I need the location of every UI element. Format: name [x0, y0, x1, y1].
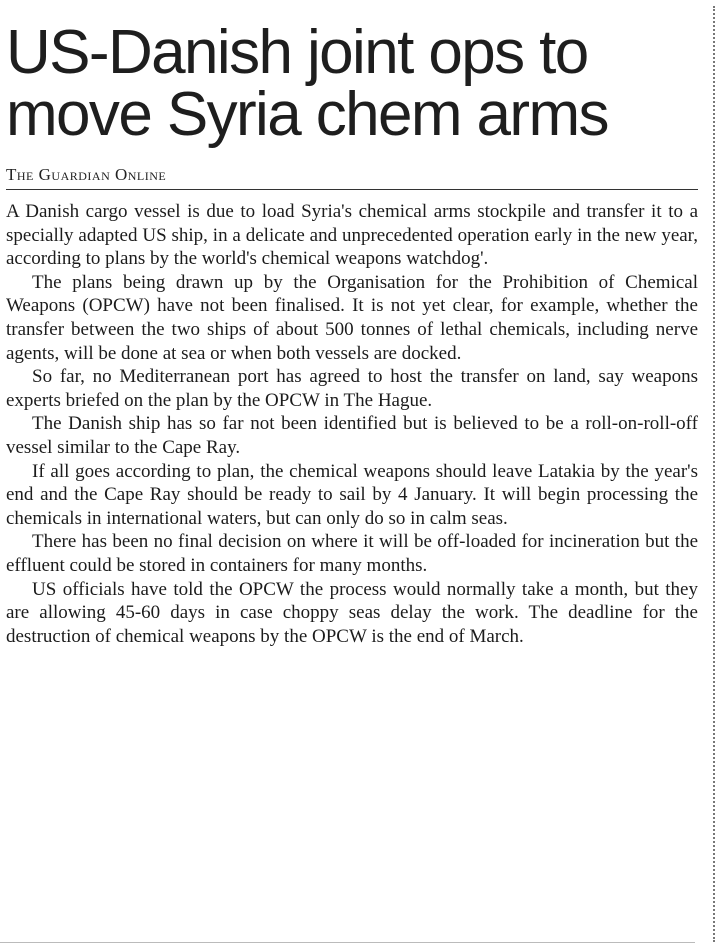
- news-article: [6, 18, 698, 648]
- article-paragraph-3: So far, no Mediterranean port has agreed to host the transfer on land, say weapons experts briefed on the plan by the OPCW in The Hague.: [6, 366, 698, 411]
- article-body: [6, 200, 698, 648]
- article-paragraph-2: The plans being drawn up by the Organisation for the Prohibition of Chemical Weapons (OPCW) have not been finalised. It is not yet clear, for example, whether the transfer between the two ships of about 500 tonnes of lethal chemicals, including nerve agents, will be done at sea or when both vessels are docked.: [6, 271, 698, 364]
- bottom-divider: [0, 942, 695, 943]
- article-paragraph-4: The Danish ship has so far not been identified but is believed to be a roll-on-roll-off vessel similar to the Cape Ray.: [6, 413, 698, 458]
- article-source: The Guardian Online: [6, 165, 698, 190]
- column-divider-dotted: [713, 6, 715, 942]
- article-paragraph-1: A Danish cargo vessel is due to load Syria's chemical arms stockpile and transfer it to a specially adapted US ship, in a delicate and unprecedented operation early in the new year, according to plans by the world's chemical weapons watchdog'.: [6, 201, 698, 270]
- article-headline: US-Danish joint ops to move Syria chem arms: [6, 18, 608, 149]
- article-paragraph-5: If all goes according to plan, the chemical weapons should leave Latakia by the year's end and the Cape Ray should be ready to sail by 4 January. It will begin processing the chemicals in international waters, but can only do so in calm seas.: [6, 460, 698, 529]
- article-paragraph-7: US officials have told the OPCW the process would normally take a month, but they are allowing 45-60 days in case choppy seas delay the work. The deadline for the destruction of chemical weapons by the OPCW is the end of March.: [6, 578, 698, 647]
- article-paragraph-6: There has been no final decision on where it will be off-loaded for incineration but the effluent could be stored in containers for many months.: [6, 531, 698, 576]
